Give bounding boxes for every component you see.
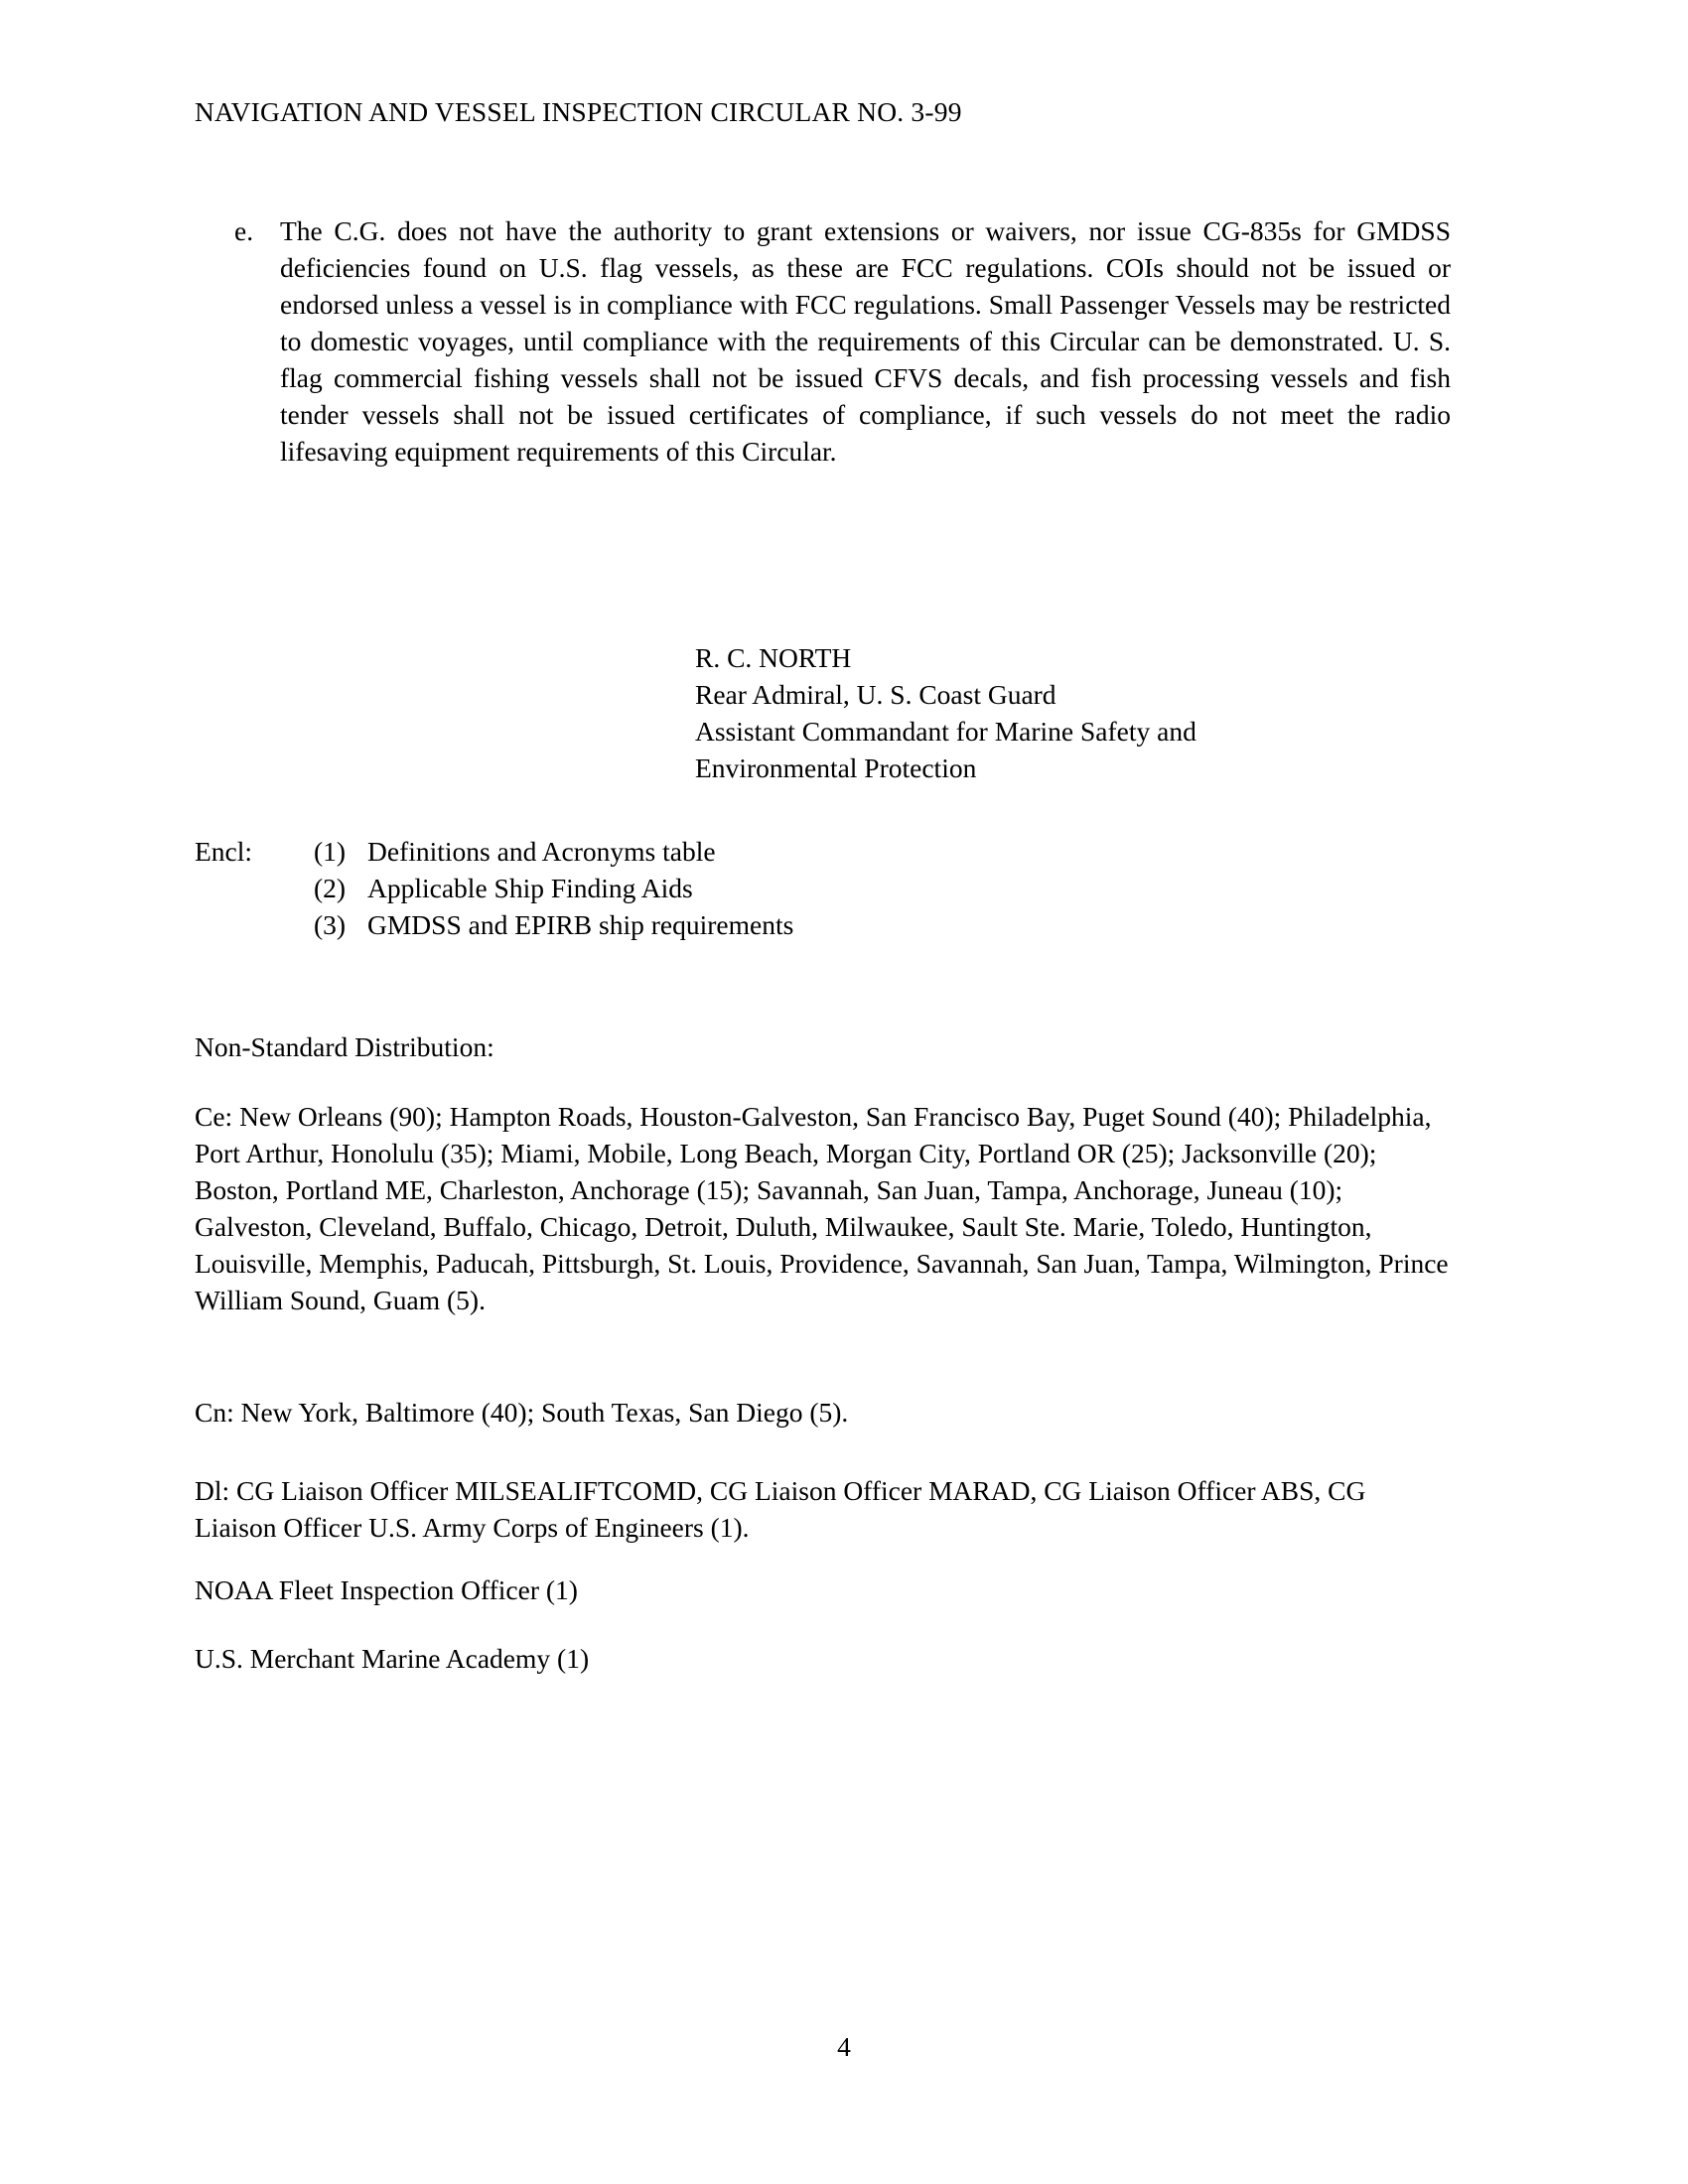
enclosure-text: GMDSS and EPIRB ship requirements bbox=[367, 908, 794, 940]
enclosure-number: (2) bbox=[314, 872, 347, 903]
distribution-cn: Cn: New York, Baltimore (40); South Texas, San Diego (5). bbox=[195, 1397, 849, 1428]
page-header: NAVIGATION AND VESSEL INSPECTION CIRCULAR NO. 3-99 bbox=[195, 96, 962, 127]
distribution-heading: Non-Standard Distribution: bbox=[195, 1031, 494, 1062]
enclosure-item bbox=[314, 834, 793, 871]
enclosure-text: Definitions and Acronyms table bbox=[367, 836, 716, 867]
signature-name: R. C. NORTH bbox=[695, 642, 852, 673]
signature-title-2: Environmental Protection bbox=[695, 751, 977, 783]
enclosure-number: (1) bbox=[314, 836, 347, 867]
enclosures-list bbox=[314, 834, 793, 944]
distribution-usmma: U.S. Merchant Marine Academy (1) bbox=[195, 1643, 590, 1674]
lettered-paragraph-e bbox=[234, 213, 1451, 471]
enclosure-item bbox=[314, 907, 793, 944]
enclosure-number: (3) bbox=[314, 908, 347, 940]
enclosure-text: Applicable Ship Finding Aids bbox=[367, 872, 693, 903]
enclosures-section bbox=[195, 834, 793, 944]
page-number: 4 bbox=[837, 2031, 851, 2062]
signature-title-1: Assistant Commandant for Marine Safety and bbox=[695, 715, 1196, 747]
lettered-paragraph-text: The C.G. does not have the authority to grant extensions or waivers, nor issue CG-835s for GMDSS deficiencies found on U.S. flag vessels, as these are FCC regulations. COIs should not be issued or endorsed unless a vessel is in compliance with FCC regulations. Small Passenger Vessels may be restricted to domestic voyages, until compliance with the requirements of this Circular can be demonstrated. U. S. flag commercial fishing vessels shall not be issued CFVS decals, and fish processing vessels and fish tender vessels shall not be issued certificates of compliance, if such vessels do not meet the radio lifesaving equipment requirements of this Circular. bbox=[280, 215, 1451, 467]
list-marker: e. bbox=[234, 215, 254, 246]
distribution-noaa: NOAA Fleet Inspection Officer (1) bbox=[195, 1574, 578, 1605]
distribution-dl: Dl: CG Liaison Officer MILSEALIFTCOMD, CG Liaison Officer MARAD, CG Liaison Officer ABS, CG Liaison Officer U.S. Army Corps of Engineers (1). bbox=[195, 1475, 1366, 1543]
signature-block bbox=[695, 640, 1196, 787]
distribution-ce: Ce: New Orleans (90); Hampton Roads, Houston-Galveston, San Francisco Bay, Puget Sound (40); Philadelphia, Port Arthur, Honolulu (35); Miami, Mobile, Long Beach, Morgan City, Portland OR (25); Jacksonville (20); Boston, Portland ME, Charleston, Anchorage (15); Savannah, San Juan, Tampa, Anchorage, Juneau (10); Galveston, Cleveland, Buffalo, Chicago, Detroit, Duluth, Milwaukee, Sault Ste. Marie, Toledo, Huntington, Louisville, Memphis, Paducah, Pittsburgh, St. Louis, Providence, Savannah, San Juan, Tampa, Wilmington, Prince William Sound, Guam (5). bbox=[195, 1101, 1449, 1315]
signature-rank: Rear Admiral, U. S. Coast Guard bbox=[695, 678, 1056, 710]
enclosures-label: Encl: bbox=[195, 836, 253, 867]
enclosure-item bbox=[314, 871, 793, 907]
